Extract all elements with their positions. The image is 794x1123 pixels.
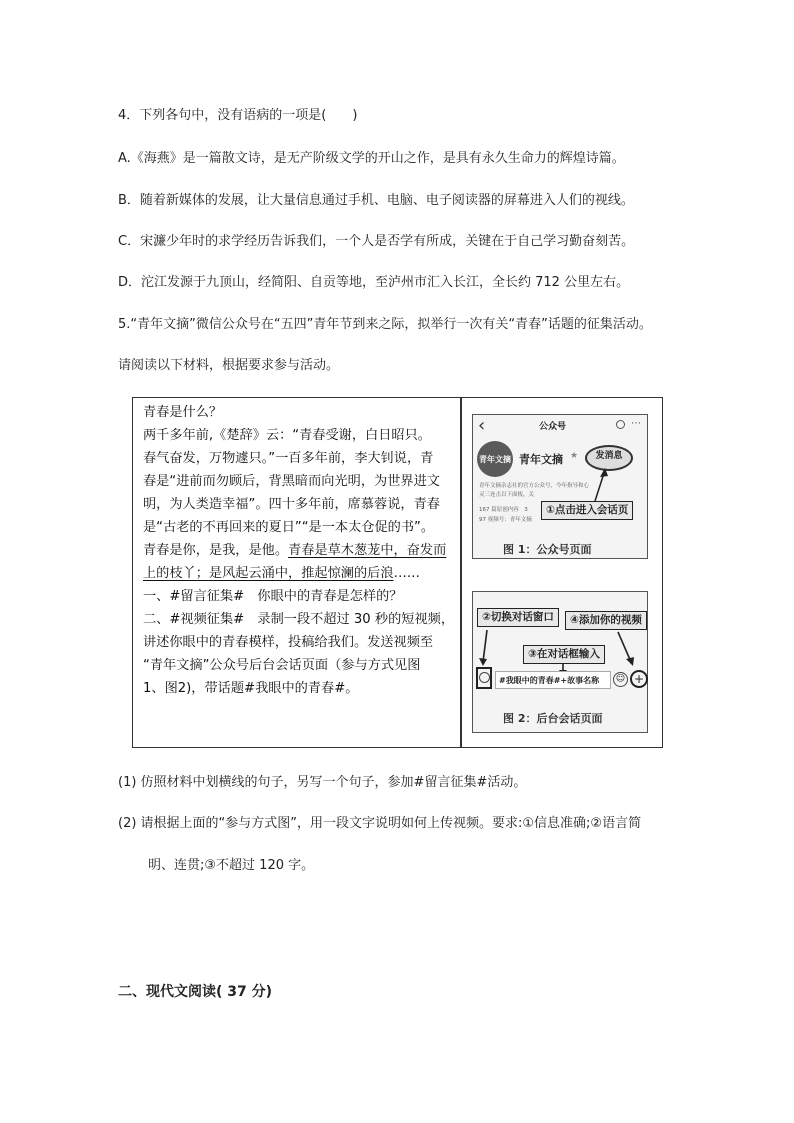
callout-arrow xyxy=(473,415,649,560)
question-4-option-d: D．沱江发源于九顶山，经简阳、自贡等地，至泸州市汇入长江，全长约 712 公里左右。 xyxy=(118,275,630,290)
material-line: 春是“进前而勿顾后，背黑暗而向光明，为世界进文 xyxy=(143,474,440,489)
ellipsis-text: …… xyxy=(393,566,420,581)
back-icon: ‹ xyxy=(478,415,486,436)
material-plain-text: 青春是你，是我，是他。 xyxy=(143,543,289,558)
header-title: 公众号 xyxy=(539,422,567,432)
material-line: 春气奋发，万物遽只。”一百多年前，李大钊说，青 xyxy=(143,451,434,466)
chat-input-field[interactable]: #我眼中的青春#+故事名称 xyxy=(495,671,611,689)
question-5-sub-2-cont: 明、连贯;③不超过 120 字。 xyxy=(148,858,315,873)
question-5-stem: 5.“青年文摘”微信公众号在“五四”青年节到来之际，拟举行一次有关“青春”话题的征集活动。 xyxy=(118,317,652,332)
question-4-stem: 4．下列各句中，没有语病的一项是( ) xyxy=(118,108,358,123)
underlined-sentence-part1: 青春是草木葱茏中，奋发而 xyxy=(288,543,447,558)
video-count: 97 视频号：青年文摘 xyxy=(479,517,532,523)
section-2-heading: 二、现代文阅读( 37 分) xyxy=(118,984,273,1000)
account-name: 青年文摘 xyxy=(519,453,563,466)
question-4-option-c: C．宋濂少年时的求学经历告诉我们，一个人是否学有所成，关键在于自己学习勤奋刻苦。 xyxy=(118,234,635,249)
more-icon: ⋯ xyxy=(631,418,641,429)
star-icon: ★ xyxy=(570,451,579,461)
material-line-7 xyxy=(143,540,446,563)
label-input-box: ③在对话框输入 xyxy=(523,645,605,664)
question-5-sub-1: (1) 仿照材料中划横线的句子，另写一个句子，参加#留言征集#活动。 xyxy=(118,775,527,790)
label-switch-window: ②切换对话窗口 xyxy=(477,608,559,627)
figure-1-screenshot xyxy=(472,414,648,559)
label-add-video: ④添加你的视频 xyxy=(565,611,647,630)
material-divider xyxy=(460,398,462,747)
underlined-sentence-part2: 上的枝丫；是风起云涌中，推起惊澜的后浪 xyxy=(143,566,394,581)
material-line: 青春是什么？ xyxy=(143,405,223,420)
material-line: 两千多年前,《楚辞》云：“青春受谢，白日昭只。 xyxy=(143,428,431,443)
material-line: 讲述你眼中的青春模样，投稿给我们。发送视频至 xyxy=(143,635,434,650)
question-4-option-a: A.《海燕》是一篇散文诗，是无产阶级文学的开山之作，是具有永久生命力的辉煌诗篇。 xyxy=(118,151,625,166)
material-box xyxy=(132,397,663,748)
figure-2-caption: 图 2：后台会话页面 xyxy=(503,712,603,725)
material-line: “青年文摘”公众号后台会话页面（参与方式见图 xyxy=(143,658,421,673)
question-4-option-b: B．随着新媒体的发展，让大量信息通过手机、电脑、电子阅读器的屏幕进入人们的视线。 xyxy=(118,193,634,208)
figure-2-screenshot xyxy=(472,591,648,733)
material-line: 是“古老的不再回来的夏日”“是一本太仓促的书”。 xyxy=(143,520,435,535)
material-line: 一、#留言征集# 你眼中的青春是怎样的？ xyxy=(143,589,403,604)
add-plus-icon[interactable]: + xyxy=(630,670,648,688)
send-message-button[interactable]: 发消息 xyxy=(585,445,633,471)
account-desc: 灵三连击以下面板，关 xyxy=(479,492,535,498)
figure-1-caption: 图 1：公众号页面 xyxy=(503,543,592,556)
article-count: 167 篇原创内容 3 xyxy=(479,507,528,513)
material-line-8 xyxy=(143,563,420,586)
question-5-sub-2: (2) 请根据上面的“参与方式图”，用一段文字说明如何上传视频。要求:①信息准确;②语言简 xyxy=(118,816,642,831)
account-desc: 青年文摘杂志社的官方公众号，今年指导和心 xyxy=(479,483,590,489)
callout-enter-chat: ①点击进入会话页 xyxy=(541,501,633,520)
question-5-instruction: 请阅读以下材料，根据要求参与活动。 xyxy=(118,358,340,373)
emoji-icon[interactable]: ☺ xyxy=(613,672,628,687)
material-line: 二、#视频征集# 录制一段不超过 30 秒的短视频， xyxy=(143,612,455,627)
account-logo: 青年文摘 xyxy=(477,441,513,477)
material-line: 1、图2)，带话题#我眼中的青春#。 xyxy=(143,681,359,696)
voice-icon xyxy=(479,672,490,683)
voice-toggle-button[interactable] xyxy=(476,667,492,689)
material-line: 明，为人类造幸福”。四十多年前，席慕蓉说，青春 xyxy=(143,497,440,512)
